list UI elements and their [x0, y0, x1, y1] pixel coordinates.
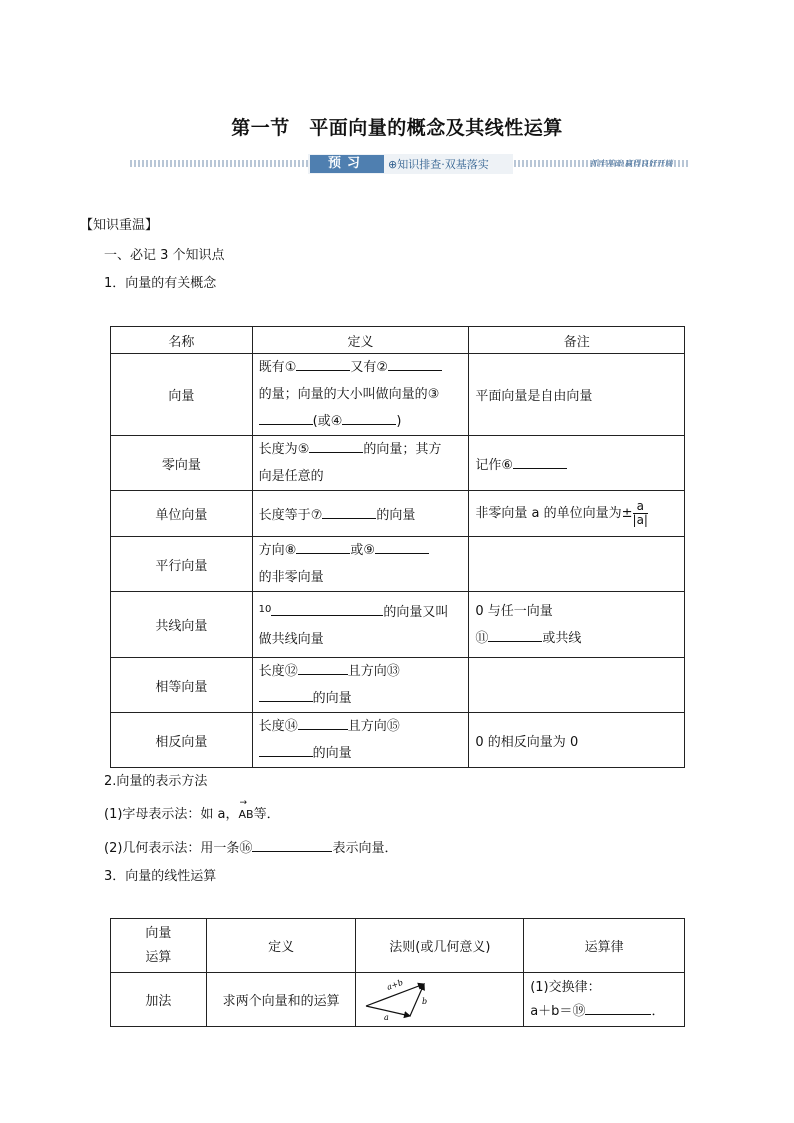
blank-line [309, 438, 363, 453]
def-text: 且方向 [347, 664, 387, 679]
row-name: 向量 [111, 354, 253, 436]
vector-addition-diagram [362, 976, 442, 1020]
row-name: 相反向量 [111, 713, 253, 768]
blank-line [252, 837, 332, 852]
blank-number: ⑲ [572, 1003, 586, 1019]
vector-label: AB [238, 808, 254, 821]
blank-number: ① [284, 360, 297, 375]
row-rule [356, 973, 524, 1027]
table-row [111, 491, 685, 537]
blank-number: ⑥ [501, 457, 514, 473]
row-definition [252, 537, 469, 592]
heading-representation: 2.向量的表示方法 [104, 774, 208, 789]
blank-number: ⑧ [284, 543, 297, 558]
row-note [469, 658, 685, 713]
blank-line [322, 504, 376, 519]
def-text: 长度等于 [258, 508, 311, 523]
blank-line [342, 410, 396, 425]
para-text: 等． [253, 807, 280, 822]
heading-linear-operations: 3．向量的线性运算 [104, 869, 217, 884]
fraction-denominator: |a| [632, 513, 648, 527]
def-text: 的向量 [376, 508, 416, 523]
linear-operations-table [110, 918, 685, 1027]
blank-line [585, 1000, 651, 1015]
table-row [111, 354, 685, 436]
def-text: 既有 [258, 360, 285, 375]
table-row [111, 658, 685, 713]
heading-knowledge-points: 一、必记 3 个知识点 [104, 248, 225, 263]
def-text: 做共线向量 [258, 632, 324, 647]
def-text: 长度 [258, 664, 285, 679]
fraction-numerator: a [636, 499, 644, 513]
row-definition: 求两个向量和的运算 [206, 973, 356, 1027]
table-header-row [111, 919, 685, 973]
row-name: 单位向量 [111, 491, 253, 537]
label-a-plus-b: a+b [386, 977, 405, 992]
row-definition [252, 354, 469, 436]
note-text: 0 与任一向量 [475, 603, 553, 619]
row-name: 共线向量 [111, 592, 253, 658]
vector-ab [238, 798, 254, 822]
row-definition [252, 491, 469, 537]
label-a: a [384, 1012, 390, 1020]
banner-right-text: 抓牢基础·赢得良好开端 [590, 159, 673, 168]
law-text: a＋b＝ [530, 1003, 573, 1019]
row-note [469, 592, 685, 658]
table-row [111, 592, 685, 658]
unit-vector-fraction [633, 500, 648, 527]
header-definition: 定义 [252, 327, 469, 354]
note-text: 非零向量 a 的单位向量为± [475, 506, 633, 521]
law-text: (1)交换律： [530, 979, 601, 995]
blank-line [298, 715, 348, 730]
row-name: 加法 [111, 973, 207, 1027]
blank-line [259, 742, 313, 757]
table-header-row [111, 327, 685, 354]
def-text: ) [396, 414, 402, 429]
table-row [111, 973, 685, 1027]
blank-number: ⑬ [386, 664, 400, 679]
def-text: 方向 [258, 543, 285, 558]
blank-line [296, 356, 350, 371]
def-text: 的向量又叫 [383, 605, 449, 620]
def-text: 或 [350, 543, 364, 558]
row-definition [252, 436, 469, 491]
row-note [469, 436, 685, 491]
blank-number: 10 [258, 604, 272, 615]
vector-concepts-table [110, 326, 685, 768]
row-name: 零向量 [111, 436, 253, 491]
row-definition [252, 592, 469, 658]
header-text: 向量 [145, 925, 172, 941]
blank-number: ③ [427, 387, 440, 402]
geometric-representation [104, 837, 397, 856]
def-text: 的向量；其方 [363, 442, 442, 457]
header-operation [111, 919, 207, 973]
blank-number: ④ [330, 414, 343, 429]
section-heading: 【知识重温】 [80, 218, 159, 233]
blank-number: ⑪ [475, 630, 489, 646]
blank-number: ⑦ [310, 508, 323, 523]
vector-arrow-icon: → [239, 798, 248, 808]
header-text: 运算 [145, 949, 172, 965]
header-note: 备注 [469, 327, 685, 354]
def-text: 长度 [258, 719, 285, 734]
para-text: 表示向量． [332, 841, 398, 856]
row-note [469, 491, 685, 537]
def-text: 的向量 [312, 746, 352, 761]
row-definition [252, 658, 469, 713]
def-text: 的非零向量 [258, 570, 324, 585]
def-text: (或 [312, 414, 331, 429]
table-row [111, 537, 685, 592]
banner-tag: 预习 [310, 155, 384, 173]
blank-line [513, 454, 567, 469]
blank-line [271, 601, 383, 616]
def-text: 向是任意的 [258, 469, 324, 484]
def-text: 的向量 [312, 691, 352, 706]
row-name: 相等向量 [111, 658, 253, 713]
row-law [524, 973, 685, 1027]
blank-number: ⑤ [297, 442, 310, 457]
page-title: 第一节 平面向量的概念及其线性运算 [231, 117, 563, 139]
row-definition [252, 713, 469, 768]
blank-number: ⑮ [386, 719, 400, 734]
row-note: 0 的相反向量为 0 [469, 713, 685, 768]
def-text: 又有 [350, 360, 377, 375]
blank-line [388, 356, 442, 371]
note-text: 或共线 [542, 630, 582, 646]
table-row [111, 436, 685, 491]
header-rule: 法则(或几何意义) [356, 919, 524, 973]
header-law: 运算律 [524, 919, 685, 973]
blank-number: ⑭ [284, 719, 298, 734]
blank-line [298, 660, 348, 675]
row-name: 平行向量 [111, 537, 253, 592]
header-name: 名称 [111, 327, 253, 354]
section-banner [130, 152, 690, 176]
letter-representation [104, 798, 280, 822]
banner-subtitle: ⊕知识排查·双基落实 [388, 158, 489, 171]
header-definition: 定义 [206, 919, 356, 973]
blank-number: ⑫ [284, 664, 298, 679]
blank-line [296, 539, 350, 554]
blank-number: ⑨ [363, 543, 376, 558]
heading-vector-concepts: 1．向量的有关概念 [104, 276, 217, 291]
law-text: ． [651, 1003, 665, 1019]
row-note [469, 537, 685, 592]
def-text: 且方向 [347, 719, 387, 734]
blank-line [259, 687, 313, 702]
blank-line [488, 627, 542, 642]
para-text: (2)几何表示法：用一条 [104, 841, 240, 856]
label-b: b [422, 996, 428, 1006]
blank-number: ⑯ [239, 841, 253, 856]
blank-number: ② [376, 360, 389, 375]
blank-line [375, 539, 429, 554]
table-row [111, 713, 685, 768]
def-text: 长度为 [258, 442, 298, 457]
note-text: 记作 [475, 457, 502, 473]
blank-line [259, 410, 313, 425]
def-text: 的量；向量的大小叫做向量的 [258, 387, 428, 402]
row-note: 平面向量是自由向量 [469, 354, 685, 436]
para-text: (1)字母表示法：如 a， [104, 807, 239, 822]
